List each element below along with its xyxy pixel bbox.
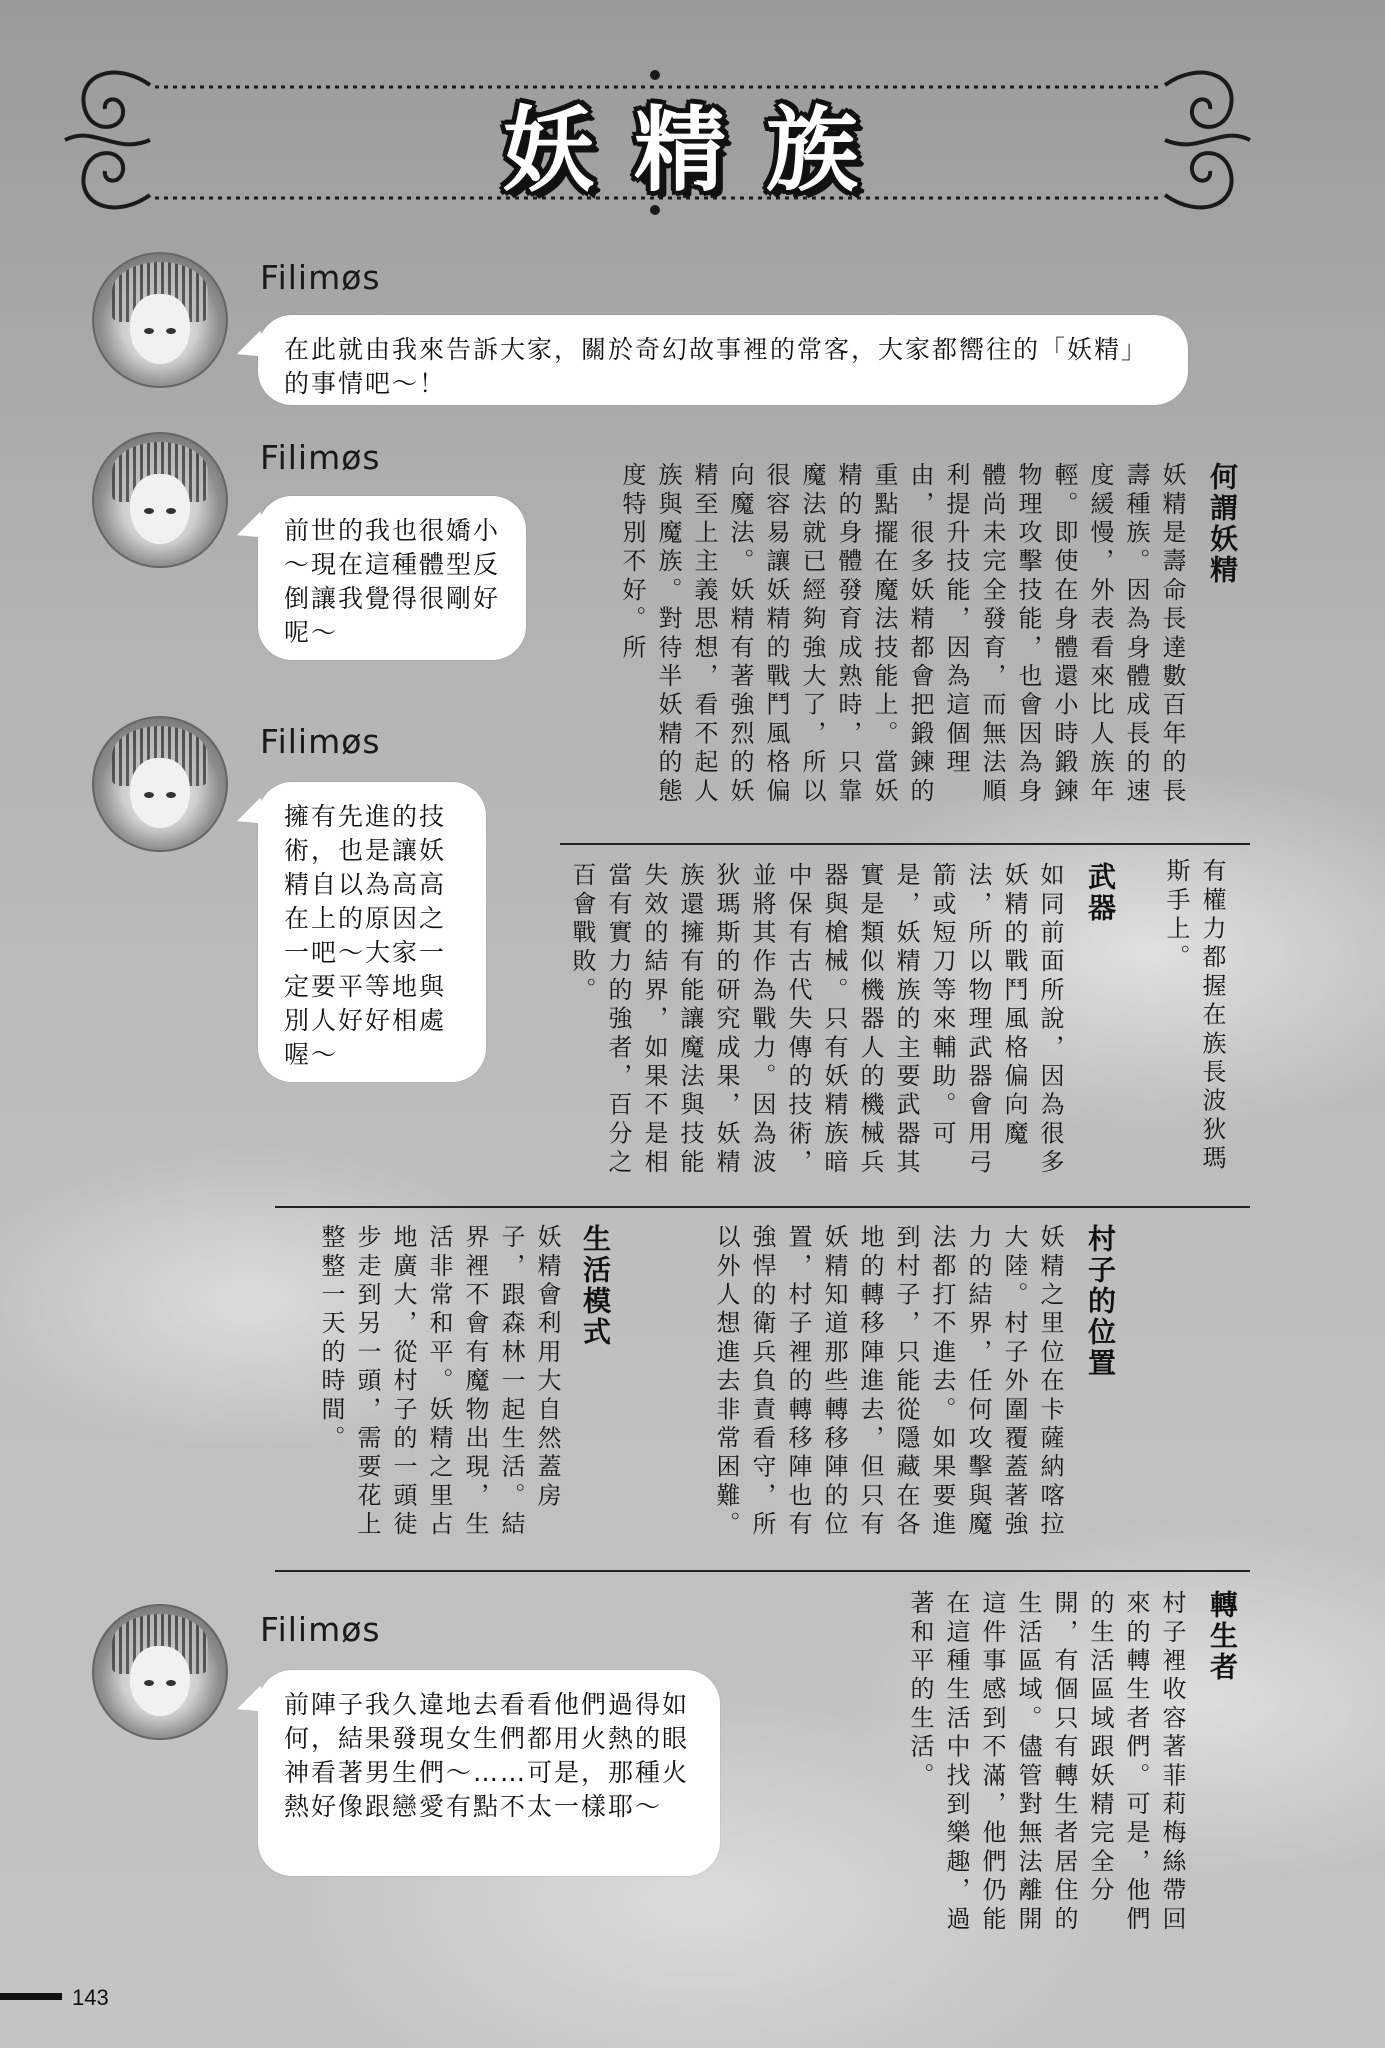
speech-bubble [258, 496, 526, 660]
speech-bubble [258, 1670, 720, 1876]
section-body-what-is-continued: 有權力都握在族長波狄瑪斯手上。 [1162, 858, 1226, 1174]
section-heading-what-is: 何謂妖精 [1206, 462, 1239, 586]
section-divider [560, 843, 1250, 845]
speech-bubble [258, 782, 486, 1082]
speech-bubble [258, 315, 1188, 405]
speech-text: 在此就由我來告訴大家，關於奇幻故事裡的常客，大家都嚮往的「妖精」的事情吧～！ [284, 335, 1149, 398]
section-heading-weapons: 武器 [1084, 862, 1117, 924]
section-body-weapons: 如同前面所說，因為很多妖精的戰鬥風格偏向魔法，所以物理武器會用弓箭或短刀等來輔助。可是，妖精族的主要武器其實是類似機器人的機械兵器與槍械。只有妖精族暗中保有古代失傳的技術，並將其作為戰力。因為波狄瑪斯的研究成果，妖精族還擁有能讓魔法與技能失效的結界，如果不是相當有實力的強者，百分之百會戰敗。 [568, 862, 1064, 1178]
section-body-what-is: 妖精是壽命長達數百年的長壽種族。因為身體成長的速度緩慢，外表看來比人族年輕。即使在身體還小時鍛鍊物理攻擊技能，也會因為身體尚未完全發育，而無法順利提升技能，因為這個理由，很多妖精都會把鍛鍊的重點擺在魔法技能上。當妖精的身體發育成熟時，只靠魔法就已經夠強大了，所以很容易讓妖精的戰鬥風格偏向魔法。妖精有著強烈的妖精至上主義思想，看不起人族與魔族。對待半妖精的態度特別不好。所 [618, 462, 1186, 807]
speaker-avatar [92, 252, 228, 388]
speaker-avatar [92, 1604, 228, 1740]
speech-text: 前陣子我久違地去看看他們過得如何，結果發現女生們都用火熱的眼神看著男生們～……可是，那種火熱好像跟戀愛有點不太一樣耶～ [284, 1690, 690, 1821]
speaker-name: Filimøs [260, 258, 381, 297]
section-divider [275, 1206, 1250, 1208]
section-body-village: 妖精之里位在卡薩納喀拉大陸。村子外圍覆蓋著強力的結界，任何攻擊與魔法都打不進去。如果要進到村子，只能從隱藏在各地的轉移陣進去，但只有妖精知道那些轉移陣的位置，村子裡的轉移陣也有強悍的衛兵負責看守，所以外人想進去非常困難。 [712, 1224, 1064, 1540]
speaker-avatar [92, 432, 228, 568]
section-body-reincarnated: 村子裡收容著菲莉梅絲帶回來的轉生者們。可是，他們的生活區域跟妖精完全分開，有個只有轉生者居住的生活區域。儘管對無法離開這件事感到不滿，他們仍能在這種生活中找到樂趣，過著和平的生活。 [906, 1590, 1186, 1935]
page-title [420, 88, 980, 204]
page-number-bar [0, 1993, 62, 2000]
speaker-avatar [92, 716, 228, 852]
speaker-name: Filimøs [260, 438, 381, 477]
speech-text: 擁有先進的技術，也是讓妖精自以為高高在上的原因之一吧～大家一定要平等地與別人好好相處喔～ [284, 802, 447, 1069]
section-body-lifestyle: 妖精會利用大自然蓋房子，跟森林一起生活。結界裡不會有魔物出現，生活非常和平。妖精之里占地廣大，從村子的一頭徒步走到另一頭，需要花上整整一天的時間。 [317, 1224, 561, 1540]
speaker-name: Filimøs [260, 1610, 381, 1649]
section-heading-village: 村子的位置 [1084, 1224, 1117, 1379]
section-heading-lifestyle: 生活模式 [579, 1224, 612, 1348]
speech-text: 前世的我也很嬌小～現在這種體型反倒讓我覺得很剛好呢～ [284, 516, 501, 647]
page-number: 143 [72, 1985, 109, 2010]
section-heading-reincarnated: 轉生者 [1206, 1590, 1239, 1683]
page-title-text: 妖精族 [501, 96, 898, 204]
section-divider [275, 1570, 1250, 1572]
speaker-name: Filimøs [260, 722, 381, 761]
